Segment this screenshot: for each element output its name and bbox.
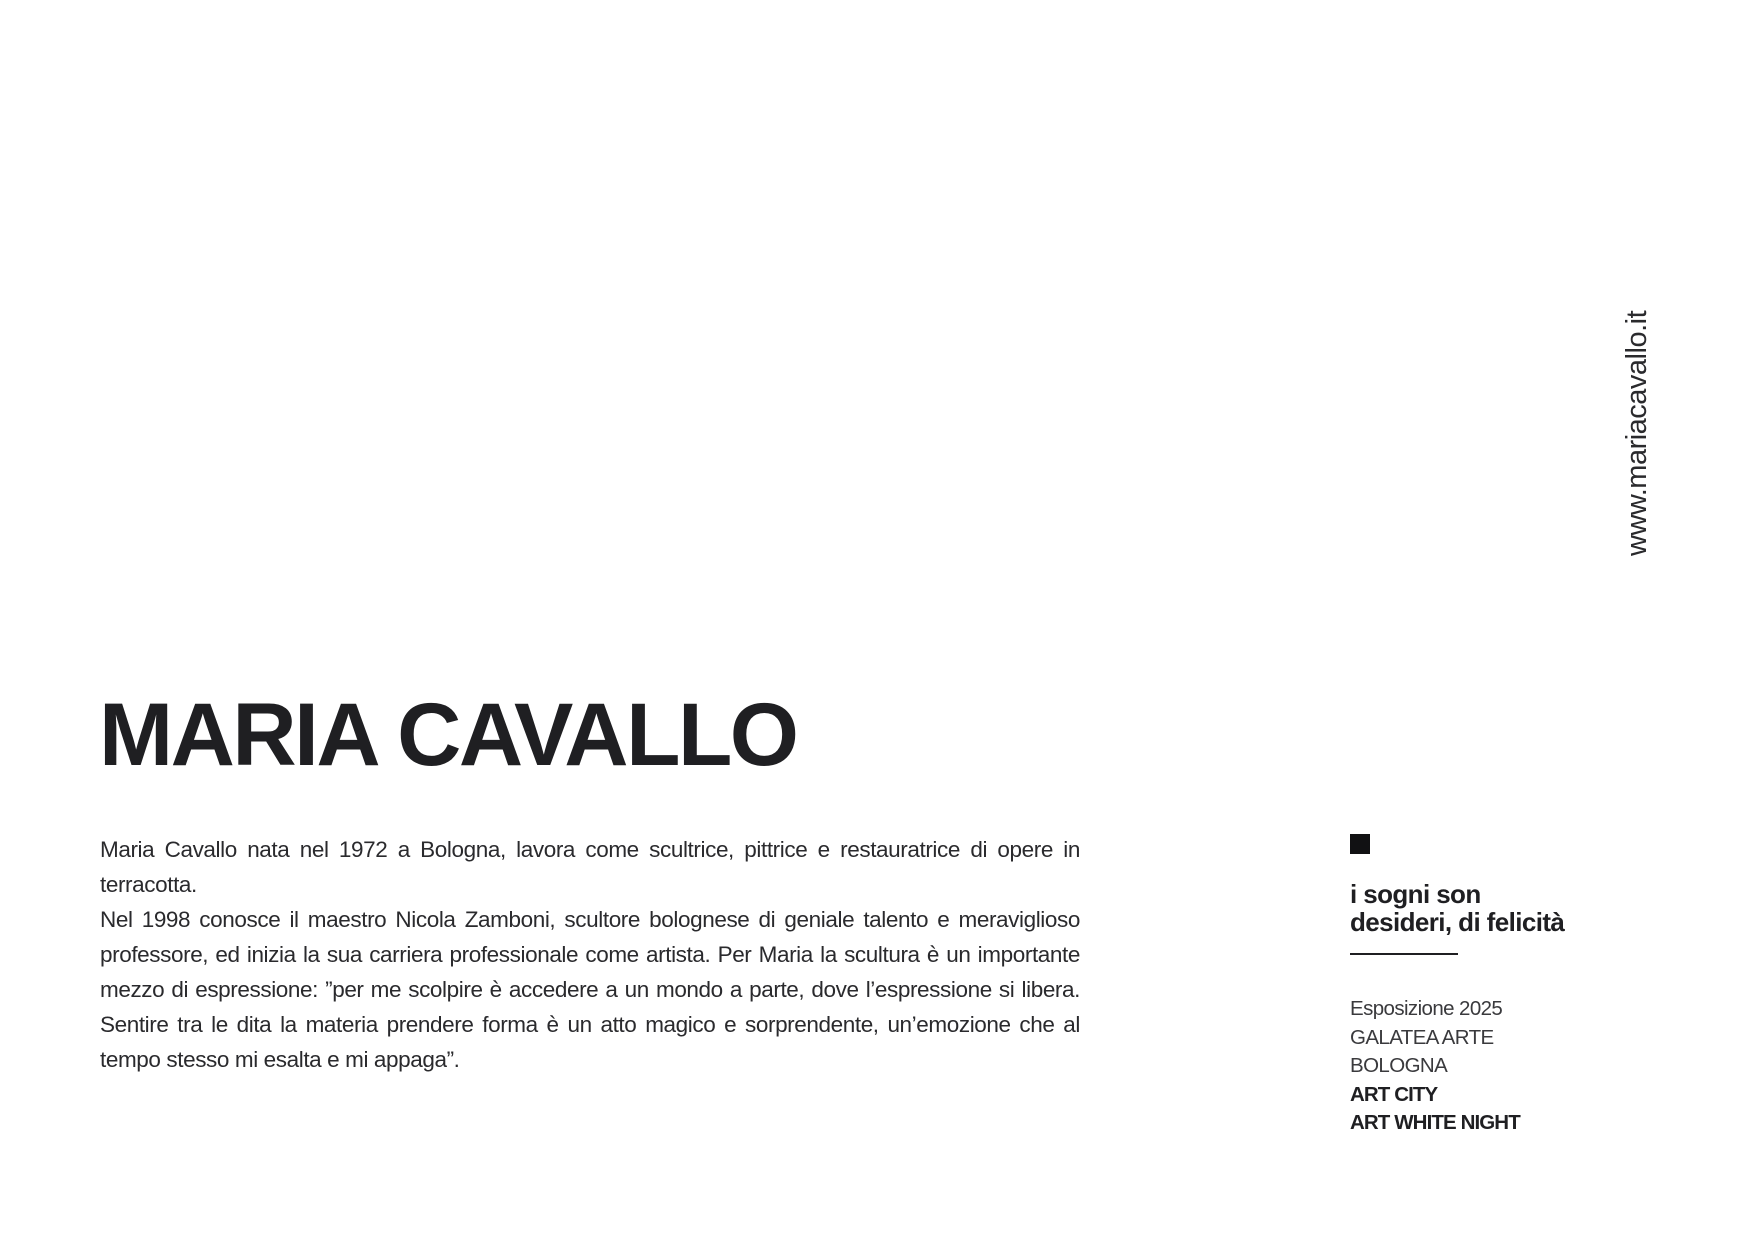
exhibition-label: Esposizione 2025 xyxy=(1350,997,1503,1020)
website-url-text: www.mariacavallo.it xyxy=(1621,310,1653,556)
city-name: BOLOGNA xyxy=(1350,1054,1448,1077)
event-art-white-night: ART WHITE NIGHT xyxy=(1350,1111,1520,1134)
motto-line-1: i sogni son xyxy=(1350,879,1481,909)
divider-rule xyxy=(1350,953,1458,955)
motto-line-2: desideri, di felicità xyxy=(1350,907,1565,937)
event-art-city: ART CITY xyxy=(1350,1082,1438,1106)
exhibition-sidebar xyxy=(1350,834,1650,1138)
bio-paragraph-1: Maria Cavallo nata nel 1972 a Bologna, lavora come scultrice, pittrice e restauratrice di opere in terracotta. xyxy=(100,837,1080,897)
motto xyxy=(1350,880,1650,936)
artist-biography xyxy=(100,832,1080,1077)
gallery-name: GALATEA ARTE xyxy=(1350,1025,1494,1049)
black-square-marker xyxy=(1350,834,1370,854)
bio-paragraph-2: Nel 1998 conosce il maestro Nicola Zamboni, scultore bolognese di geniale talento e meraviglioso professore, ed inizia la sua carriera professionale come artista. Per Maria la scultura è un importante mezzo di espressione: ”per me scolpire è accedere a un mondo a parte, dove l’espressione si libera. Sentire tra le dita la materia prendere forma è un atto magico e sorprendente, un’emozione che al tempo stesso mi esalta e mi appaga”. xyxy=(100,907,1080,1072)
artist-name-heading: MARIA CAVALLO xyxy=(99,684,797,784)
